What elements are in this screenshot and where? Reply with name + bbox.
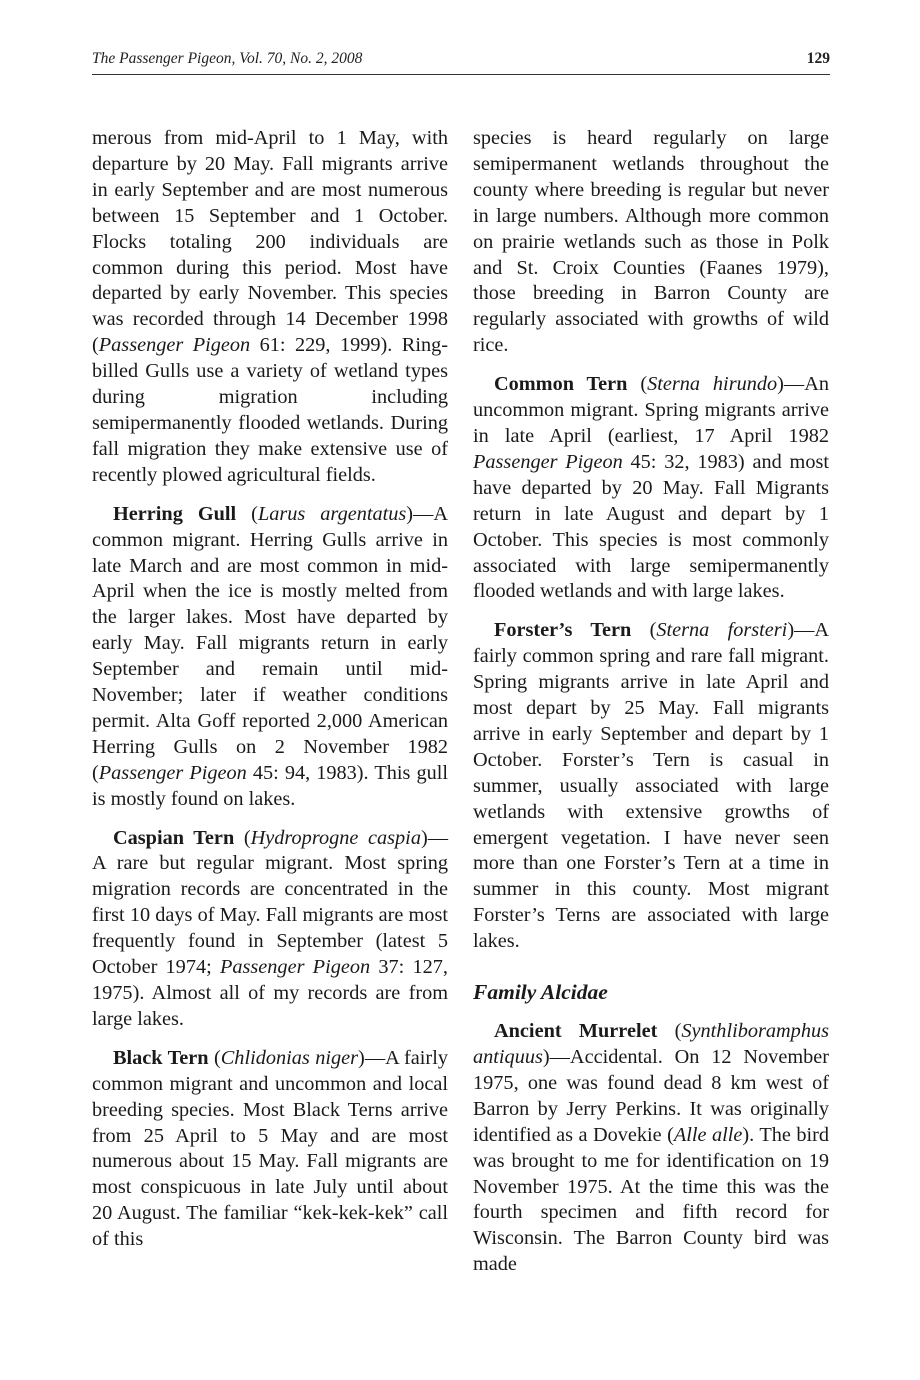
family-heading: Family Alcidae — [473, 980, 608, 1005]
left-column — [92, 126, 448, 1266]
paragraph-text: ). The bird was brought to me for identification on 19 November 1975. At the time this was the fourth specimen and fifth record for Wisconsin. The Barron County bird was made — [473, 1123, 829, 1276]
species-name: Caspian Tern — [113, 826, 235, 849]
species-name: Common Tern — [494, 373, 628, 396]
species-entry-black-tern: Black Tern (Chlidonias niger)—A fairly common migrant and uncommon and local breeding species. Most Black Terns arrive from 25 April to 5 May and are most numerous about 15 May. Fall migrants are most conspicuous in late July until about 20 August. The familiar “kek-kek-kek” call of this — [92, 1046, 448, 1251]
paragraph-text: —Accidental. On 12 November 1975, one was found dead 8 km west of Barron by Jerry Perkins. It was originally identified as a Dovekie ( — [473, 1046, 829, 1146]
ring-billed-gull-continued — [92, 126, 448, 489]
paragraph-text: merous from mid-April to 1 May, with departure by 20 May. Fall migrants arrive in early September and are most numerous between 15 September and 1 October. Flocks totaling 200 individuals are common during this period. Most have departed by early November. This species was recorded through 14 December 1998 ( — [92, 127, 448, 357]
page-number: 129 — [806, 50, 830, 67]
species-name: Black Tern — [113, 1046, 209, 1069]
species-entry-forsters-tern: Forster’s Tern (Sterna forsteri)—A fairly common spring and rare fall migrant. Spring migrants arrive in late April and most depart by 25 May. Fall migrants arrive in early September and depart by 1 October. Forster’s Tern is casual in summer, usually associated with large wetlands with extensive growths of emergent vegetation. I have never seen more than one Forster’s Tern at a time in summer in this county. Most migrant Forster’s Terns are associated with large lakes. — [473, 619, 830, 953]
species-entry-caspian-tern: Caspian Tern (Hydroprogne caspia)—A rare but regular migrant. Most spring migration records are concentrated in the first 10 days of May. Fall migrants are most frequently found in September (latest 5 October 1974; Passenger Pigeon 37: 127, 1975). Almost all of my records are from large lakes. — [92, 826, 449, 1030]
scientific-name: Sterna hirundo — [647, 373, 778, 396]
paragraph-text: —A fairly common migrant and uncommon and local breeding species. Most Black Terns arrive from 25 April to 5 May and are most numerous about 15 May. Fall migrants are most conspicuous in late July until about 20 August. The familiar “kek-kek-kek” call of this — [92, 1046, 448, 1251]
scientific-name: Hydroprogne caspia — [250, 826, 421, 849]
publication-title: Passenger Pigeon — [98, 334, 251, 357]
paragraph-text: —A common migrant. Herring Gulls arrive in late March and are most common in mid-April when the ice is mostly melted from the larger lakes. Most have departed by early May. Fall migrants return in early September and remain until mid-November; later if weather conditions permit. Alta Goff reported 2,000 American Herring Gulls on 2 November 1982 ( — [92, 502, 448, 784]
species-entry-ancient-murrelet: Ancient Murrelet (Synthliboramphus antiquus)—Accidental. On 12 November 1975, one was found dead 8 km west of Barron by Jerry Perkins. It was originally identified as a Dovekie (Alle alle). The bird was brought to me for identification on 19 November 1975. At the time this was the fourth specimen and fifth record for Wisconsin. The Barron County bird was made — [473, 1020, 829, 1276]
species-name: Herring Gull — [113, 502, 237, 525]
paragraph-text: 45: 94, 1983). This gull is mostly found on lakes. — [92, 761, 449, 810]
scientific-name: Chlidonias niger — [220, 1046, 359, 1069]
scientific-name: Larus argentatus — [257, 502, 407, 525]
paragraph-text: 61: 229, 1999). Ring-billed Gulls use a variety of wetland types during migration including semipermanently flooded wetlands. During fall migration they make extensive use of recently plowed agricultural fields. — [92, 334, 448, 486]
species-entry-common-tern: Common Tern (Sterna hirundo)—An uncommon migrant. Spring migrants arrive in late April (earliest, 17 April 1982 Passenger Pigeon 45: 32, 1983) and most have departed by 20 May. Fall Migrants return in late August and depart by 1 October. This species is most commonly associated with large semipermanently flooded wetlands and with large lakes. — [473, 373, 829, 603]
species-name: Forster’s Tern — [494, 619, 632, 642]
paragraph-text: 37: 127, 1975). Almost all of my records are from large lakes. — [92, 956, 448, 1030]
journal-title: The Passenger Pigeon, Vol. 70, No. 2, 2008 — [92, 50, 363, 67]
publication-title: Passenger Pigeon — [473, 450, 623, 473]
black-tern-continued: species is heard regularly on large semipermanent wetlands throughout the county where breeding is regular but never in large numbers. Although more common on prairie wetlands such as those in Polk and St. Croix Counties (Faanes 1979), those breeding in Barron County are regularly associated with growths of wild rice. — [473, 127, 829, 357]
scientific-name: Sterna forsteri — [656, 619, 788, 642]
paragraph-text: —A fairly common spring and rare fall migrant. Spring migrants arrive in late April and most depart by 25 May. Fall migrants arrive in early September and depart by 1 October. Forster’s Tern is casual in summer, usually associated with large wetlands with extensive growths of emergent vegetation. I have never seen more than one Forster’s Tern at a time in summer in this county. Most migrant Forster’s Terns are associated with large lakes. — [473, 619, 830, 953]
running-head — [92, 48, 830, 75]
right-column — [473, 126, 829, 1291]
paragraph-text: —A rare but regular migrant. Most spring migration records are concentrated in the first 10 days of May. Fall migrants are most frequently found in September (latest 5 October 1974; — [92, 826, 449, 979]
species-name: Ancient Murrelet — [494, 1020, 658, 1043]
paragraph-text: 45: 32, 1983) and most have departed by 20 May. Fall Migrants return in late August and depart by 1 October. This species is most commonly associated with large semipermanently flooded wetlands and with large lakes. — [473, 450, 829, 603]
scientific-name: Synthliboramphus antiquus — [473, 1020, 829, 1068]
publication-title: Passenger Pigeon — [98, 761, 247, 784]
scientific-name: Alle alle — [673, 1123, 743, 1146]
species-entry-herring-gull: Herring Gull (Larus argentatus)—A common migrant. Herring Gulls arrive in late March and are most common in mid-April when the ice is mostly melted from the larger lakes. Most have departed by early May. Fall migrants return in early September and remain until mid-November; later if weather conditions permit. Alta Goff reported 2,000 American Herring Gulls on 2 November 1982 (Passenger Pigeon 45: 94, 1983). This gull is mostly found on lakes. — [92, 502, 449, 810]
paragraph-text: —An uncommon migrant. Spring migrants arrive in late April (earliest, 17 April 1982 — [473, 373, 829, 447]
publication-title: Passenger Pigeon — [219, 956, 371, 979]
